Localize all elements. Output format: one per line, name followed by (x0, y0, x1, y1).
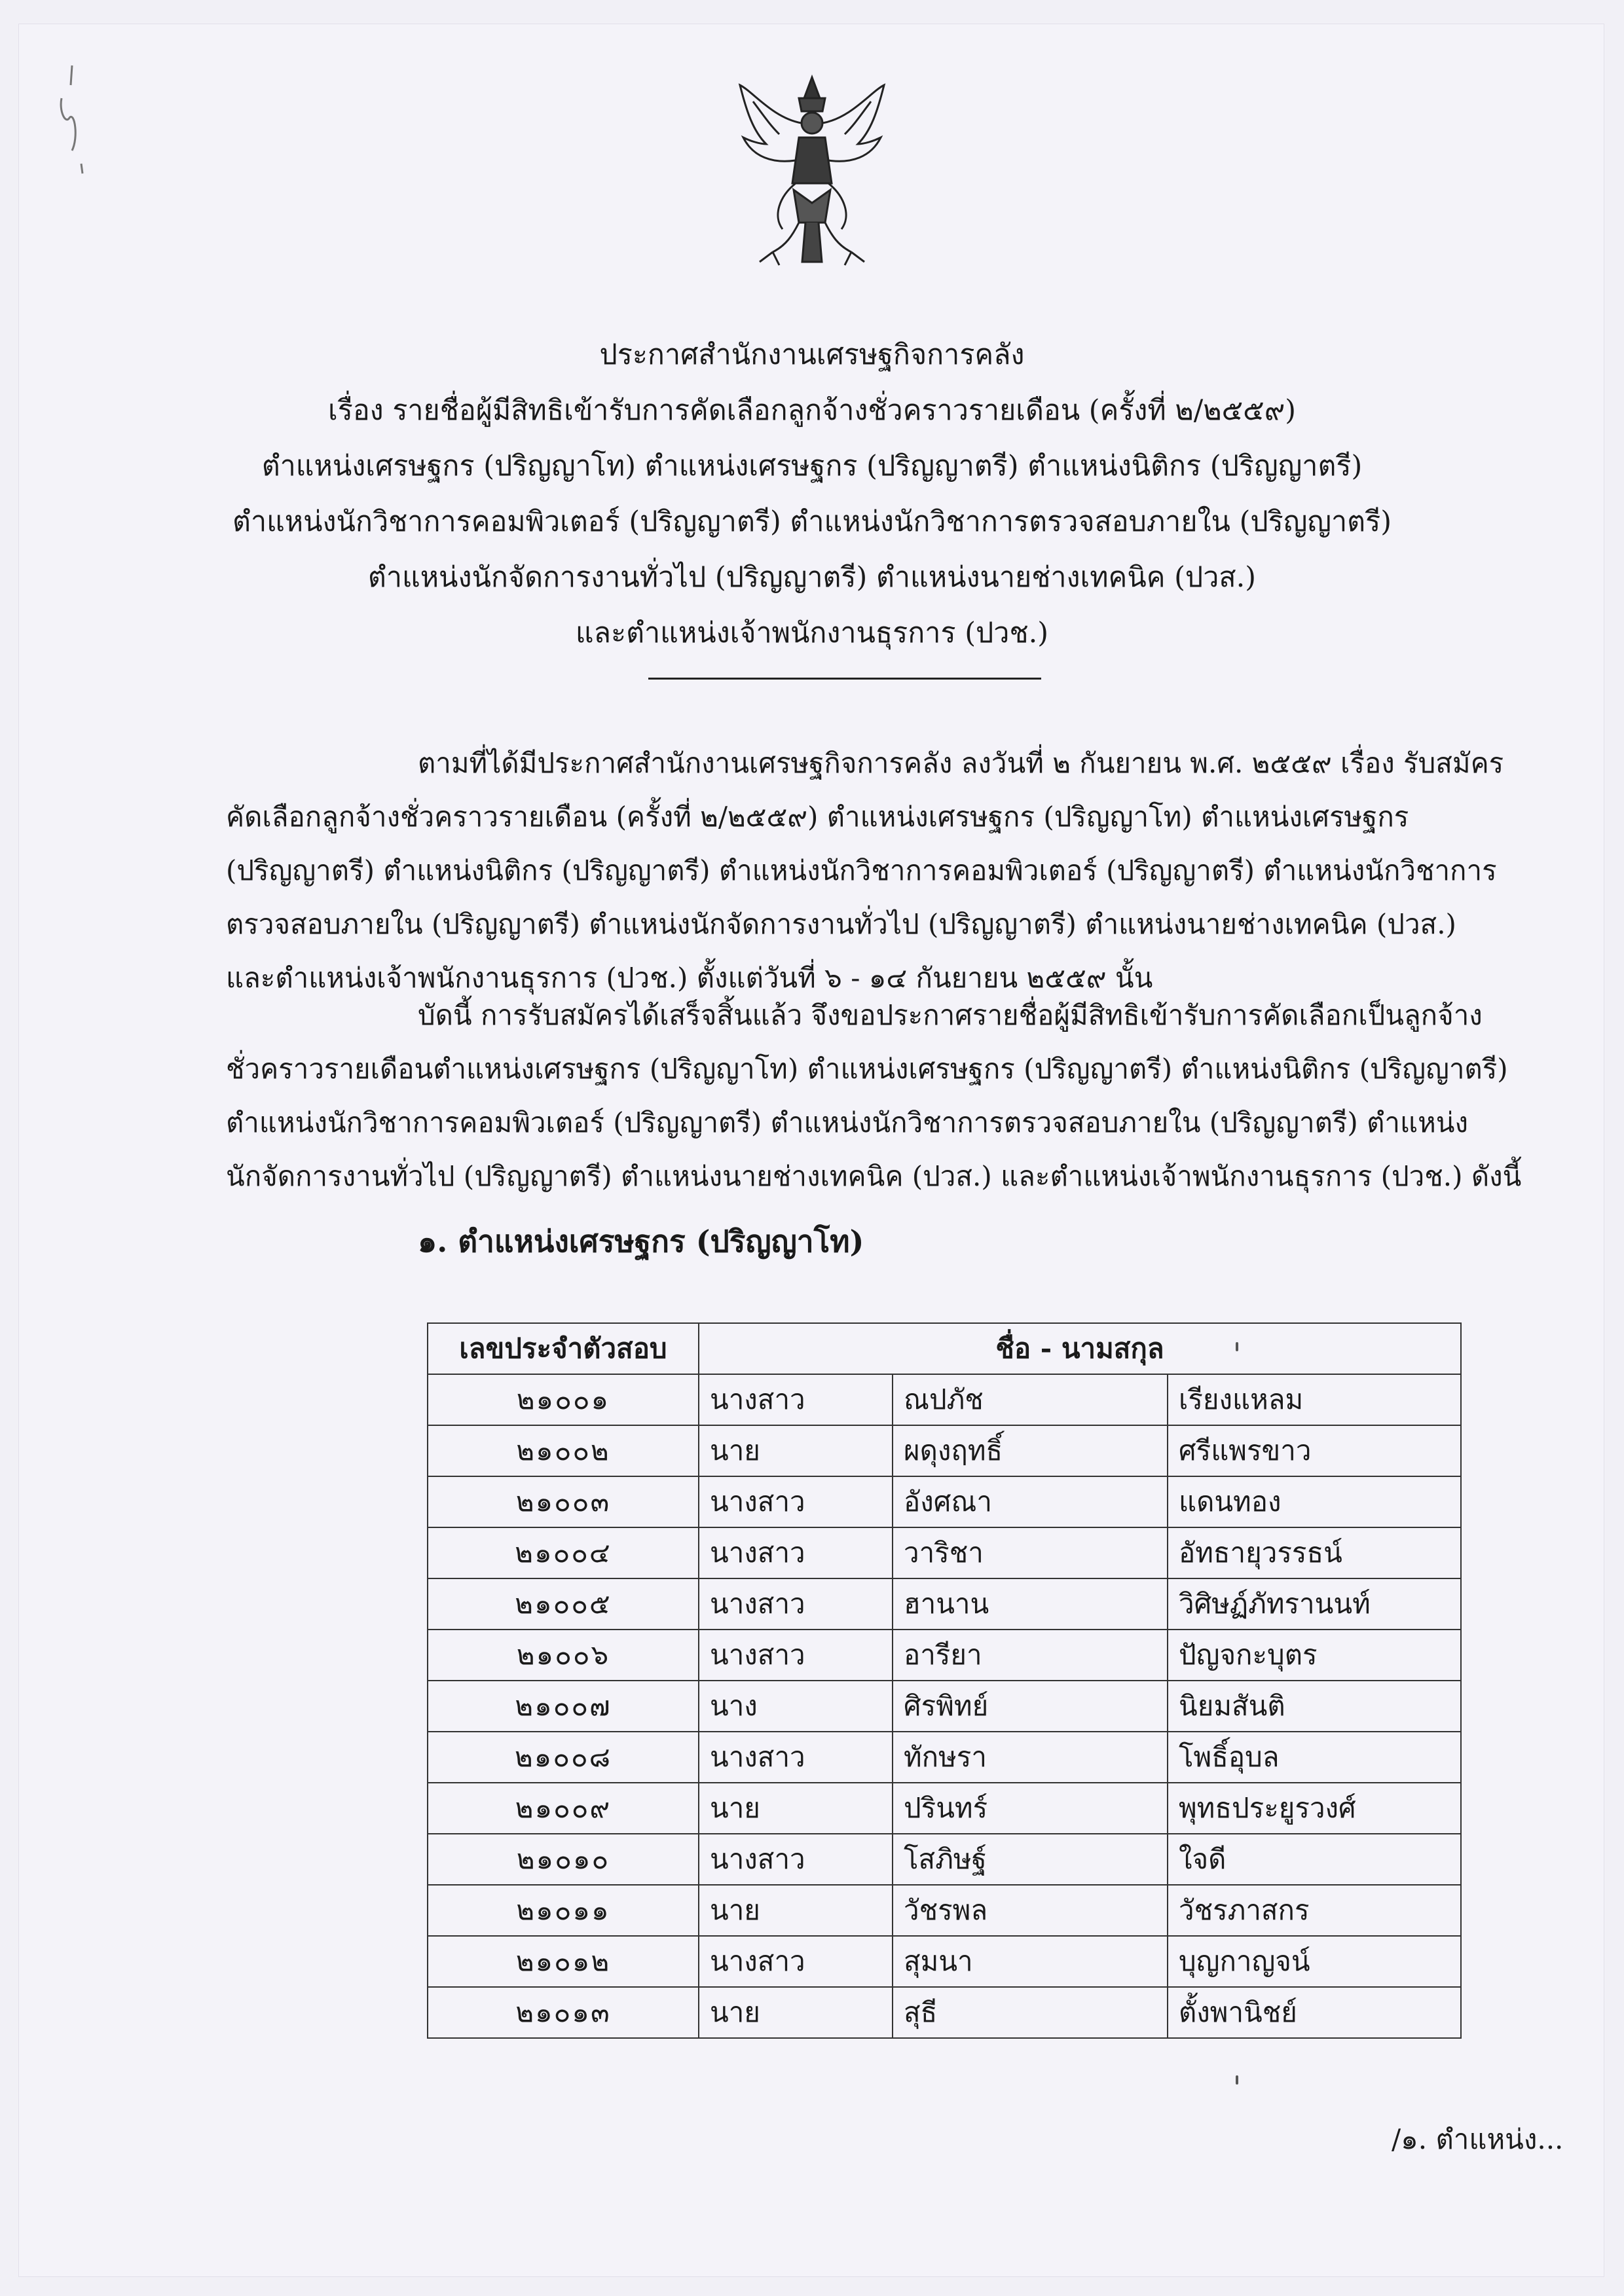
last-name-cell: วัชรภาสกร (1168, 1885, 1461, 1936)
first-name-cell: โสภิษฐ์ (893, 1834, 1168, 1885)
header-divider (648, 678, 1041, 680)
table-row (428, 1987, 1461, 2038)
garuda-emblem-icon (733, 72, 891, 268)
first-name-cell: ปรินทร์ (893, 1783, 1168, 1834)
title-cell: นางสาว (699, 1527, 893, 1578)
exam-id-cell: ๒๑๐๐๕ (428, 1578, 699, 1630)
last-name-cell: บุญกาญจน์ (1168, 1936, 1461, 1987)
exam-id-cell: ๒๑๐๑๑ (428, 1885, 699, 1936)
first-name-cell: ผดุงฤทธิ์ (893, 1425, 1168, 1476)
positions-line-1: ตำแหน่งเศรษฐกร (ปริญญาโท) ตำแหน่งเศรษฐกร (ปริญญาตรี) ตำแหน่งนิติกร (ปริญญาตรี) (261, 450, 1363, 483)
title-cell: นางสาว (699, 1374, 893, 1425)
positions-line-2: ตำแหน่งนักวิชาการคอมพิวเตอร์ (ปริญญาตรี) ตำแหน่งนักวิชาการตรวจสอบภายใน (ปริญญาตรี) (232, 505, 1392, 538)
title-cell: นางสาว (699, 1630, 893, 1681)
title-cell: นางสาว (699, 1578, 893, 1630)
table-row (428, 1936, 1461, 1987)
table-row (428, 1578, 1461, 1630)
paragraph-line: บัดนี้ การรับสมัครได้เสร็จสิ้นแล้ว จึงขอประกาศรายชื่อผู้มีสิทธิเข้ารับการคัดเลือกเป็นลูกจ้าง (418, 999, 1483, 1031)
table-row (428, 1374, 1461, 1425)
exam-id-cell: ๒๑๐๑๒ (428, 1936, 699, 1987)
last-name-cell: นิยมสันติ (1168, 1681, 1461, 1732)
positions-line-4: และตำแหน่งเจ้าพนักงานธุรการ (ปวช.) (575, 617, 1049, 649)
paragraph-line: ตามที่ได้มีประกาศสำนักงานเศรษฐกิจการคลัง ลงวันที่ ๒ กันยายน พ.ศ. ๒๕๕๙ เรื่อง รับสมัคร (418, 747, 1504, 779)
paragraph-line: และตำแหน่งเจ้าพนักงานธุรการ (ปวช.) ตั้งแต่วันที่ ๖ - ๑๔ กันยายน ๒๕๕๙ นั้น (226, 962, 1153, 994)
last-name-cell: อัทธายุวรรธน์ (1168, 1527, 1461, 1578)
title-cell: นาย (699, 1885, 893, 1936)
table-row (428, 1732, 1461, 1783)
table-body (428, 1374, 1461, 2038)
table-row (428, 1834, 1461, 1885)
paragraph-line: ชั่วคราวรายเดือนตำแหน่งเศรษฐกร (ปริญญาโท) ตำแหน่งเศรษฐกร (ปริญญาตรี) ตำแหน่งนิติกร (ปริญญาตรี) (226, 1053, 1508, 1085)
first-name-cell: ศิรพิทย์ (893, 1681, 1168, 1732)
last-name-cell: ใจดี (1168, 1834, 1461, 1885)
exam-id-cell: ๒๑๐๐๘ (428, 1732, 699, 1783)
paragraph-line: คัดเลือกลูกจ้างชั่วคราวรายเดือน (ครั้งที่ ๒/๒๕๕๙) ตำแหน่งเศรษฐกร (ปริญญาโท) ตำแหน่งเศรษฐกร (226, 801, 1409, 833)
title-cell: นางสาว (699, 1834, 893, 1885)
table-row (428, 1885, 1461, 1936)
title-cell: นางสาว (699, 1476, 893, 1527)
header-exam-id: เลขประจำตัวสอบ (428, 1323, 699, 1374)
candidate-table (427, 1322, 1462, 2039)
section-title: ๑. ตำแหน่งเศรษฐกร (ปริญญาโท) (418, 1224, 864, 1259)
last-name-cell: ศรีแพรขาว (1168, 1425, 1461, 1476)
title-cell: นาย (699, 1783, 893, 1834)
paragraph-line: (ปริญญาตรี) ตำแหน่งนิติกร (ปริญญาตรี) ตำแหน่งนักวิชาการคอมพิวเตอร์ (ปริญญาตรี) ตำแหน่งนักวิชาการ (226, 854, 1497, 886)
exam-id-cell: ๒๑๐๐๑ (428, 1374, 699, 1425)
paragraph-line: นักจัดการงานทั่วไป (ปริญญาตรี) ตำแหน่งนายช่างเทคนิค (ปวส.) และตำแหน่งเจ้าพนักงานธุรการ (ปวช.) ดังนี้ (226, 1160, 1522, 1192)
exam-id-cell: ๒๑๐๐๗ (428, 1681, 699, 1732)
scan-speck (1236, 1342, 1238, 1351)
exam-id-cell: ๒๑๐๐๓ (428, 1476, 699, 1527)
paragraph-line: ตรวจสอบภายใน (ปริญญาตรี) ตำแหน่งนักจัดการงานทั่วไป (ปริญญาตรี) ตำแหน่งนายช่างเทคนิค (ปวส.) (226, 908, 1456, 940)
first-name-cell: อารียา (893, 1630, 1168, 1681)
paragraph-line: ตำแหน่งนักวิชาการคอมพิวเตอร์ (ปริญญาตรี) ตำแหน่งนักวิชาการตรวจสอบภายใน (ปริญญาตรี) ตำแหน่ง (226, 1106, 1468, 1139)
scan-mark (52, 59, 92, 177)
title-cell: นาย (699, 1987, 893, 2038)
exam-id-cell: ๒๑๐๑๓ (428, 1987, 699, 2038)
first-name-cell: ทักษรา (893, 1732, 1168, 1783)
exam-id-cell: ๒๑๐๐๙ (428, 1783, 699, 1834)
last-name-cell: วิศิษฏ์ภัทรานนท์ (1168, 1578, 1461, 1630)
first-name-cell: วาริชา (893, 1527, 1168, 1578)
table-row (428, 1527, 1461, 1578)
exam-id-cell: ๒๑๐๐๖ (428, 1630, 699, 1681)
scan-speck (1236, 2075, 1238, 2085)
first-name-cell: ณปภัช (893, 1374, 1168, 1425)
first-name-cell: วัชรพล (893, 1885, 1168, 1936)
table-row (428, 1630, 1461, 1681)
continuation-note: /๑. ตำแหน่ง... (1392, 2123, 1564, 2155)
table-row (428, 1783, 1461, 1834)
first-name-cell: สุมนา (893, 1936, 1168, 1987)
announcement-subject: เรื่อง รายชื่อผู้มีสิทธิเข้ารับการคัดเลือกลูกจ้างชั่วคราวรายเดือน (ครั้งที่ ๒/๒๕๕๙) (328, 394, 1296, 427)
paragraph-announcement (226, 989, 1522, 1203)
title-cell: นางสาว (699, 1732, 893, 1783)
announcement-header (0, 327, 1624, 661)
last-name-cell: พุทธประยูรวงศ์ (1168, 1783, 1461, 1834)
exam-id-cell: ๒๑๐๑๐ (428, 1834, 699, 1885)
last-name-cell: แดนทอง (1168, 1476, 1461, 1527)
title-cell: นางสาว (699, 1936, 893, 1987)
first-name-cell: สุธี (893, 1987, 1168, 2038)
last-name-cell: ปัญจกะบุตร (1168, 1630, 1461, 1681)
first-name-cell: ฮานาน (893, 1578, 1168, 1630)
exam-id-cell: ๒๑๐๐๒ (428, 1425, 699, 1476)
announcement-title: ประกาศสำนักงานเศรษฐกิจการคลัง (599, 338, 1025, 371)
title-cell: นาย (699, 1425, 893, 1476)
exam-id-cell: ๒๑๐๐๔ (428, 1527, 699, 1578)
positions-line-3: ตำแหน่งนักจัดการงานทั่วไป (ปริญญาตรี) ตำแหน่งนายช่างเทคนิค (ปวส.) (367, 561, 1257, 594)
table-row (428, 1425, 1461, 1476)
paragraph-reference (226, 737, 1504, 1005)
table-row (428, 1681, 1461, 1732)
table-row (428, 1476, 1461, 1527)
last-name-cell: ตั้งพานิชย์ (1168, 1987, 1461, 2038)
header-full-name: ชื่อ - นามสกุล (699, 1323, 1461, 1374)
first-name-cell: อังศณา (893, 1476, 1168, 1527)
last-name-cell: เรียงแหลม (1168, 1374, 1461, 1425)
table-header-row (428, 1323, 1461, 1374)
title-cell: นาง (699, 1681, 893, 1732)
last-name-cell: โพธิ์อุบล (1168, 1732, 1461, 1783)
